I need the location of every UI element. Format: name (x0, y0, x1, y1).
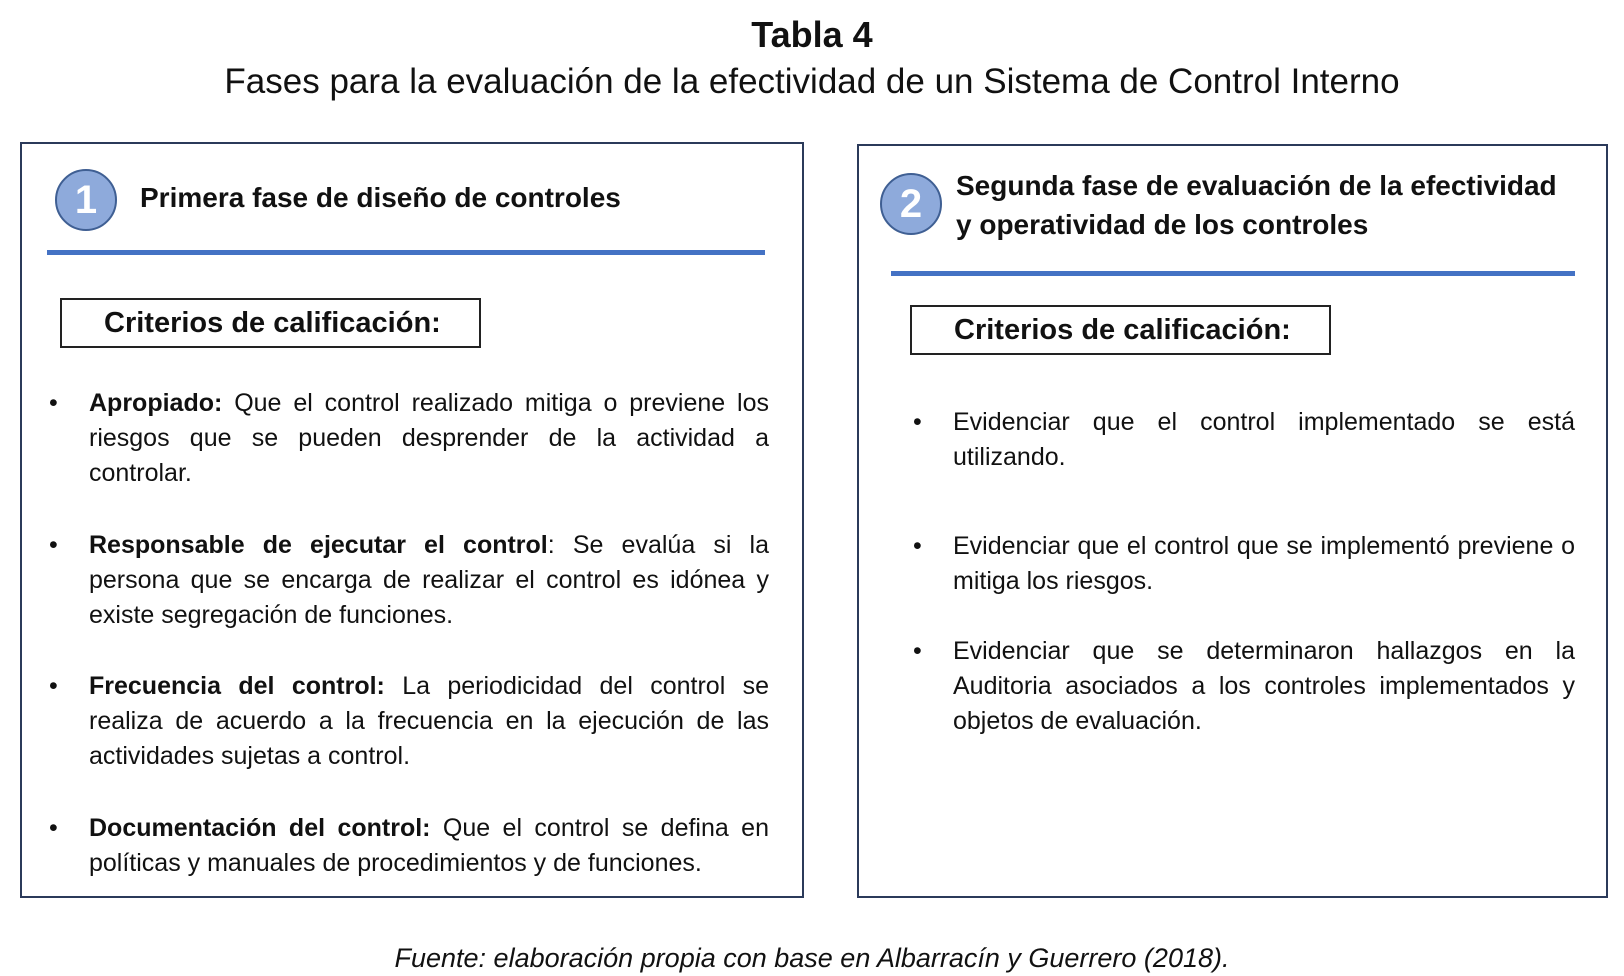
phase-1-number-badge: 1 (55, 169, 117, 231)
source-note: Fuente: elaboración propia con base en Albarracín y Guerrero (2018). (394, 943, 1230, 973)
phase-1-item-label: Documentación del control: (89, 814, 431, 842)
bullet-icon: • (49, 531, 58, 559)
phase-1-item (49, 528, 769, 633)
phase-2-item-text: Evidenciar que se determinaron hallazgos en la Auditoria asociados a los controles implementados y objetos de evaluación. (953, 637, 1575, 735)
table-title: Tabla 4 (751, 14, 873, 55)
phase-2-panel (857, 144, 1608, 898)
phase-1-item-label: Responsable de ejecutar el control (89, 531, 548, 559)
phase-1-item (49, 811, 769, 881)
phase-1-title: Primera fase de diseño de controles (140, 182, 621, 213)
phase-1-item-text: Que el control realizado mitiga o previene los riesgos que se pueden desprender de la actividad a controlar. (89, 389, 769, 487)
phase-2-title-line-2: y operatividad de los controles (956, 209, 1369, 240)
phase-2-title-line-1: Segunda fase de evaluación de la efectividad (956, 170, 1557, 201)
phase-2-item-text: Evidenciar que el control que se implementó previene o mitiga los riesgos. (953, 532, 1575, 595)
phase-2-item (913, 405, 1575, 475)
phase-1-panel (20, 142, 804, 898)
bullet-icon: • (913, 408, 922, 436)
phase-2-number-badge: 2 (880, 173, 942, 235)
bullet-icon: • (49, 814, 58, 842)
bullet-icon: • (913, 532, 922, 560)
phase-2-item (913, 529, 1575, 599)
bullet-icon: • (913, 637, 922, 665)
bullet-icon: • (49, 672, 58, 700)
table-subtitle: Fases para la evaluación de la efectividad de un Sistema de Control Interno (224, 62, 1400, 101)
phase-2-item-text: Evidenciar que el control implementado se está utilizando. (953, 408, 1575, 471)
phase-2-criteria-label: Criterios de calificación: (910, 305, 1331, 355)
phase-1-criteria-label: Criterios de calificación: (60, 298, 481, 348)
bullet-icon: • (49, 389, 58, 417)
phase-2-divider (891, 271, 1575, 276)
phase-1-item (49, 669, 769, 774)
phase-1-item-label: Frecuencia del control: (89, 672, 385, 700)
phase-2-item (913, 634, 1575, 739)
phase-1-item-text: : Se evalúa si la persona que se encarga de realizar el control es idónea y existe segregación de funciones. (89, 531, 769, 629)
phase-1-item-label: Apropiado: (89, 389, 223, 417)
phase-1-item (49, 386, 769, 491)
phase-1-divider (47, 250, 765, 255)
phase-1-item-text: Que el control se defina en políticas y manuales de procedimientos y de funciones. (89, 814, 769, 877)
phase-1-item-text: La periodicidad del control se realiza de acuerdo a la frecuencia en la ejecución de las actividades sujetas a control. (89, 672, 769, 770)
